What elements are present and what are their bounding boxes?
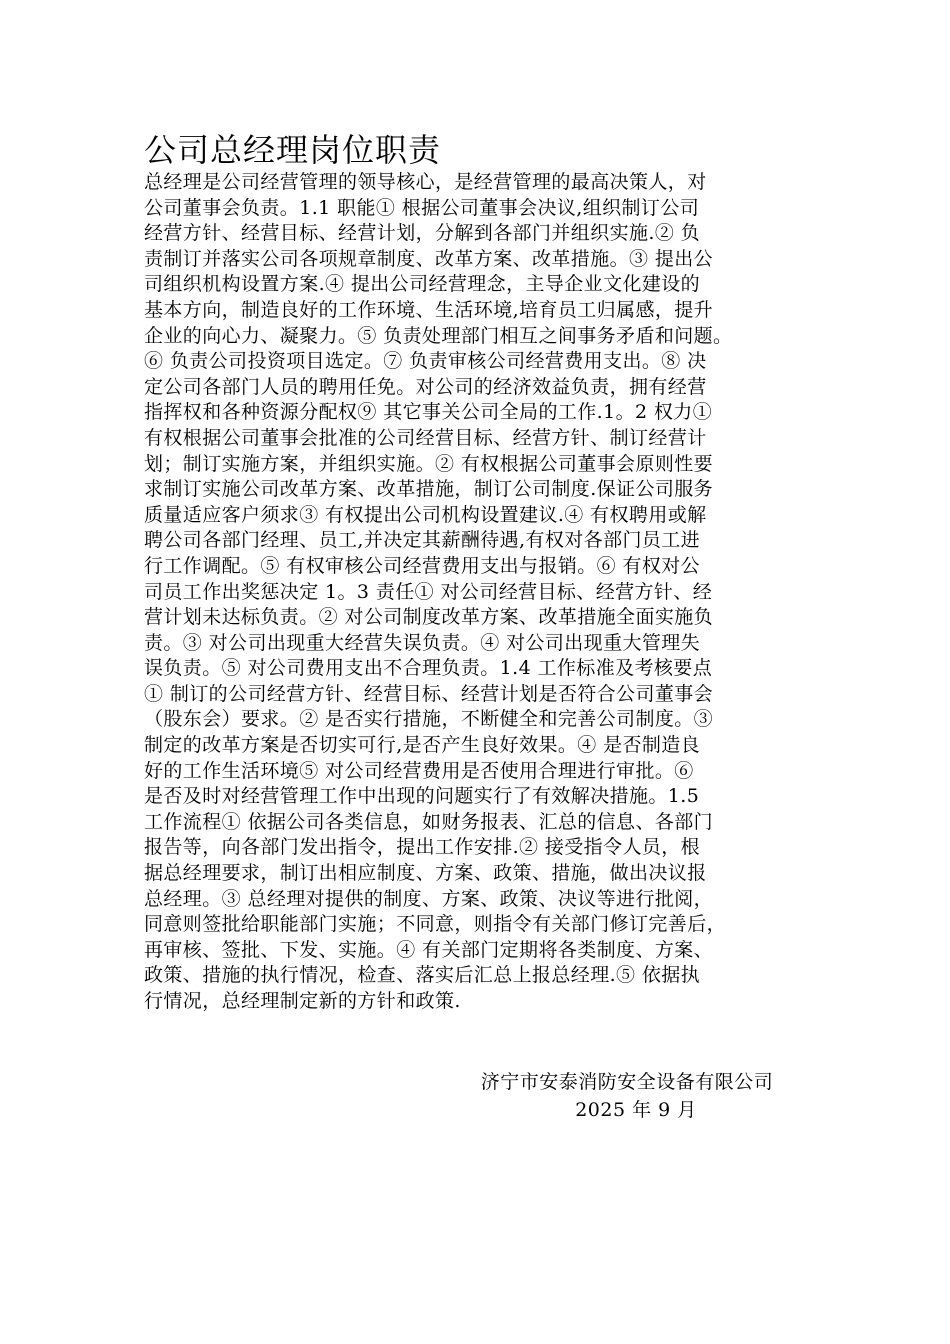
body-line: 质量适应客户须求③ 有权提出公司机构设置建议.④ 有权聘用或解 [144, 503, 707, 526]
body-line: 行情况，总经理制定新的方针和政策. [144, 990, 461, 1012]
body-line: 定公司各部门人员的聘用任免。对公司的经济效益负责，拥有经营 [144, 375, 707, 398]
body-line: 是否及时对经营管理工作中出现的问题实行了有效解决措施。1.5 [144, 785, 700, 808]
body-line: 报告等，向各部门发出指令，提出工作安排.② 接受指令人员，根 [144, 836, 701, 859]
body-line: 责。③ 对公司出现重大经营失误负责。④ 对公司出现重大管理失 [144, 631, 701, 654]
body-line: 指挥权和各种资源分配权⑨ 其它事关公司全局的工作.1。2 权力① [144, 401, 713, 424]
body-line: 再审核、签批、下发、实施。④ 有关部门定期将各类制度、方案、 [144, 938, 714, 961]
body-line: 有权根据公司董事会批准的公司经营目标、经营方针、制订经营计 [144, 426, 707, 449]
body-line: 企业的向心力、凝聚力。⑤ 负责处理部门相互之间事务矛盾和问题。 [144, 324, 733, 347]
signature-block [440, 1068, 800, 1124]
body-line: 求制订实施公司改革方案、改革措施，制订公司制度.保证公司服务 [144, 478, 714, 501]
body-line: 聘公司各部门经理、员工,并决定其薪酬待遇,有权对各部门员工进 [144, 529, 701, 552]
body-line: 公司董事会负责。1.1 职能① 根据公司董事会决议,组织制订公司 [144, 196, 700, 219]
body-line: ① 制订的公司经营方针、经营目标、经营计划是否符合公司董事会 [144, 682, 714, 705]
body-line: 好的工作生活环境⑤ 对公司经营费用是否使用合理进行审批。⑥ [144, 759, 694, 782]
body-line: 误负责。⑤ 对公司费用支出不合理负责。1.4 工作标准及考核要点 [144, 657, 713, 680]
body-line: 总经理。③ 总经理对提供的制度、方案、政策、决议等进行批阅， [144, 887, 714, 910]
body-line: 行工作调配。⑤ 有权审核公司经营费用支出与报销。⑥ 有权对公 [144, 554, 701, 577]
body-line: ⑥ 负责公司投资项目选定。⑦ 负责审核公司经营费用支出。⑧ 决 [144, 350, 707, 373]
body-line: 总经理是公司经营管理的领导核心，是经营管理的最高决策人，对 [144, 171, 707, 193]
body-line: 营计划未达标负责。② 对公司制度改革方案、改革措施全面实施负 [144, 606, 714, 629]
company-name: 济宁市安泰消防安全设备有限公司 [480, 1071, 774, 1093]
document-body [144, 170, 819, 1015]
document-date: 2025 年 9 月 [575, 1099, 697, 1121]
body-line: 责制订并落实公司各项规章制度、改革方案、改革措施。③ 提出公 [144, 247, 714, 270]
document-title: 公司总经理岗位职责 [144, 131, 442, 169]
body-line: 基本方向，制造良好的工作环境、生活环境,培育员工归属感，提升 [144, 298, 714, 321]
body-line: 据总经理要求，制订出相应制度、方案、政策、措施，做出决议报 [144, 862, 707, 885]
body-line: 司组织机构设置方案.④ 提出公司经营理念，主导企业文化建设的 [144, 273, 701, 296]
body-line: 政策、措施的执行情况，检查、落实后汇总上报总经理.⑤ 依据执 [144, 964, 701, 987]
body-line: 工作流程① 依据公司各类信息，如财务报表、汇总的信息、各部门 [144, 810, 714, 833]
body-line: 同意则签批给职能部门实施；不同意，则指令有关部门修订完善后， [144, 913, 727, 936]
body-line: 划；制订实施方案，并组织实施。② 有权根据公司董事会原则性要 [144, 452, 714, 475]
body-line: 制定的改革方案是否切实可行,是否产生良好效果。④ 是否制造良 [144, 734, 701, 757]
body-line: （股东会）要求。② 是否实行措施，不断健全和完善公司制度。③ [144, 708, 714, 731]
body-line: 经营方针、经营目标、经营计划，分解到各部门并组织实施.② 负 [144, 222, 701, 245]
body-line: 司员工作出奖惩决定 1。3 责任① 对公司经营目标、经营方针、经 [144, 580, 713, 603]
